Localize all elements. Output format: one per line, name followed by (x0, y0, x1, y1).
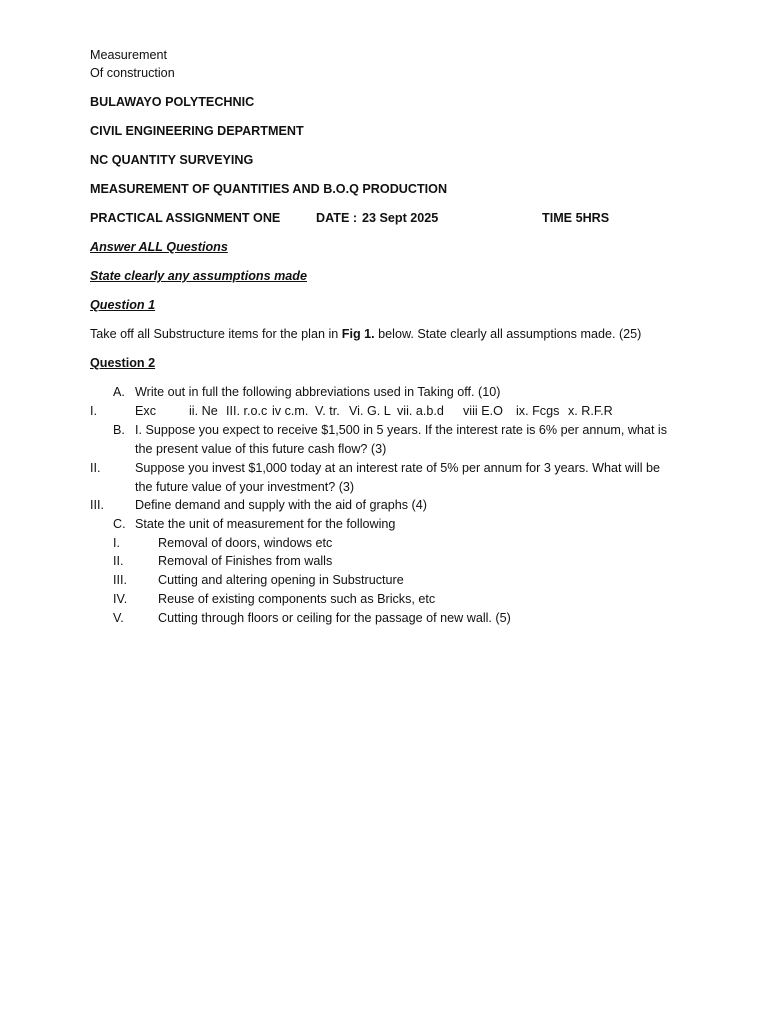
abbreviation-item: iv c.m. (272, 404, 309, 418)
q2-c-marker: C. (113, 517, 126, 531)
abbreviation-item: Exc (135, 404, 156, 418)
abbreviation-item: III. r.o.c (226, 404, 268, 418)
q2-b2-text-line-1: Suppose you invest $1,000 today at an interest rate of 5% per annum for 3 years. What will be (135, 461, 661, 475)
abbreviation-item: x. R.F.R (568, 404, 613, 418)
subject-title: MEASUREMENT OF QUANTITIES AND B.O.Q PRODUCTION (90, 182, 448, 196)
abbreviation-item: ix. Fcgs (516, 404, 560, 418)
instruction-answer-all: Answer ALL Questions (90, 240, 228, 254)
time-allowed: TIME 5HRS (542, 211, 610, 225)
q2-c-item-marker: II. (113, 554, 124, 568)
q2-c-item-text: Removal of Finishes from walls (158, 554, 333, 568)
q2-b-text-line-2: the present value of this future cash flow? (3) (135, 442, 387, 456)
q2-c-item-marker: I. (113, 536, 120, 550)
q2-c-item-text: Removal of doors, windows etc (158, 536, 333, 550)
q2-c-item-text: Reuse of existing components such as Bricks, etc (158, 592, 436, 606)
header-line-1: Measurement (90, 48, 167, 62)
question-2-title: Question 2 (90, 356, 156, 370)
instruction-assumptions: State clearly any assumptions made (90, 269, 307, 283)
q2-c-item-text: Cutting and altering opening in Substructure (158, 573, 404, 587)
q2-c-text: State the unit of measurement for the following (135, 517, 396, 531)
abbreviation-item: viii E.O (463, 404, 503, 418)
q2-b3-text: Define demand and supply with the aid of graphs (4) (135, 498, 427, 512)
question-1-text-end: below. State clearly all assumptions made. (25) (374, 327, 642, 341)
q2-a-text: Write out in full the following abbreviations used in Taking off. (10) (135, 385, 501, 399)
question-1-title: Question 1 (90, 298, 156, 312)
q2-abbr-marker: I. (90, 404, 97, 418)
q2-b2-text-line-2: the future value of your investment? (3) (135, 480, 355, 494)
date-label: DATE : (316, 211, 358, 225)
question-1-text (90, 325, 641, 343)
q2-c-item-text: Cutting through floors or ceiling for the passage of new wall. (5) (158, 611, 511, 625)
q2-b2-marker: II. (90, 461, 101, 475)
q2-c-item-marker: III. (113, 573, 127, 587)
abbreviation-item: vii. a.b.d (397, 404, 444, 418)
institution-name: BULAWAYO POLYTECHNIC (90, 95, 255, 109)
question-1-text-start: Take off all Substructure items for the plan in (90, 327, 342, 341)
abbreviation-item: ii. Ne (189, 404, 218, 418)
question-1-figure-ref: Fig 1. (341, 327, 375, 341)
q2-c-item-marker: V. (113, 611, 124, 625)
header-line-2: Of construction (90, 66, 175, 80)
q2-b3-marker: III. (90, 498, 104, 512)
q2-c-item-marker: IV. (113, 592, 128, 606)
abbreviation-item: Vi. G. L (349, 404, 391, 418)
assignment-title: PRACTICAL ASSIGNMENT ONE (90, 211, 281, 225)
date-value: 23 Sept 2025 (362, 211, 439, 225)
abbreviation-item: V. tr. (315, 404, 340, 418)
q2-a-marker: A. (113, 385, 125, 399)
q2-b-text-line-1: I. Suppose you expect to receive $1,500 in 5 years. If the interest rate is 6% per annum, what is (135, 423, 668, 437)
course-name: NC QUANTITY SURVEYING (90, 153, 254, 167)
q2-b-marker: B. (113, 423, 125, 437)
department-name: CIVIL ENGINEERING DEPARTMENT (90, 124, 304, 138)
